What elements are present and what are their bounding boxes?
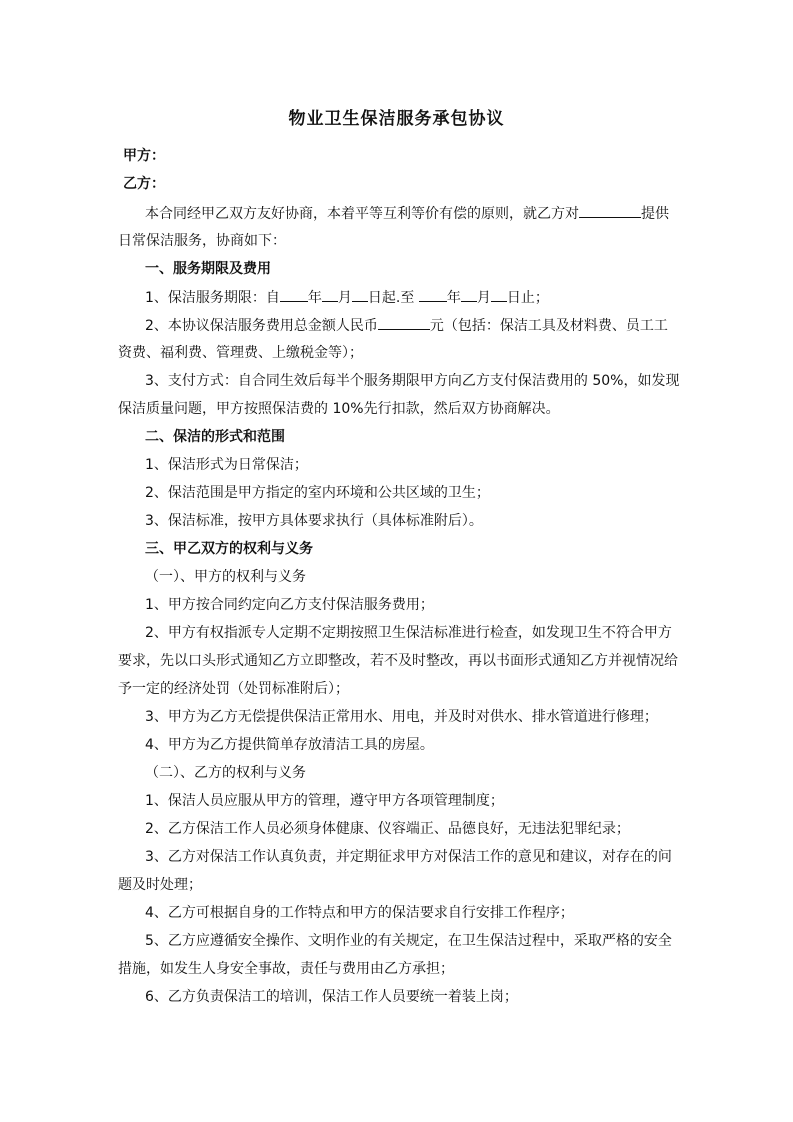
clause-1-3: 3、支付方式：自合同生效后每半个服务期限甲方向乙方支付保洁费用的 50%，如发现 — [145, 373, 680, 389]
intro-text: 本合同经甲乙双方友好协商，本着平等互利等价有偿的原则，就乙方对 — [145, 206, 579, 222]
clause-a-4: 4、甲方为乙方提供简单存放清洁工具的房屋。 — [145, 737, 434, 753]
intro-line-2: 日常保洁服务，协商如下： — [118, 233, 286, 249]
clause-1-1 — [145, 287, 549, 308]
clause-a-3: 3、甲方为乙方无偿提供保洁正常用水、用电，并及时对供水、排水管道进行修理； — [145, 709, 658, 725]
intro-line-1 — [145, 203, 669, 224]
section-3-heading: 三、甲乙双方的权利与义务 — [145, 541, 313, 557]
clause-text: 月 — [476, 290, 491, 306]
clause-b-4: 4、乙方可根据自身的工作特点和甲方的保洁要求自行安排工作程序； — [145, 905, 574, 921]
clause-text: 日止； — [506, 290, 549, 306]
clause-2-2: 2、保洁范围是甲方指定的室内环境和公共区域的卫生； — [145, 485, 490, 501]
clause-1-3-cont: 保洁质量问题，甲方按照保洁费的 10%先行扣款，然后双方协商解决。 — [118, 401, 560, 417]
clause-text: 年 — [446, 290, 461, 306]
clause-a-1: 1、甲方按合同约定向乙方支付保洁服务费用； — [145, 597, 434, 613]
clause-text: 1、保洁服务期限：自 — [145, 290, 280, 306]
clause-2-1: 1、保洁形式为日常保洁； — [145, 457, 308, 473]
clause-2-3: 3、保洁标准，按甲方具体要求执行（具体标准附后）。 — [145, 513, 483, 529]
blank-field — [352, 287, 368, 302]
clause-a-2: 2、甲方有权指派专人定期不定期按照卫生保洁标准进行检查，如发现卫生不符合甲方 — [145, 625, 672, 641]
section-1-heading: 一、服务期限及费用 — [145, 261, 271, 277]
clause-text: 年 — [307, 290, 322, 306]
clause-a-2-cont: 予一定的经济处罚（处罚标准附后）； — [118, 681, 349, 697]
clause-b-3: 3、乙方对保洁工作认真负责，并定期征求甲方对保洁工作的意见和建议，对存在的问 — [145, 849, 672, 865]
clause-b-3-cont: 题及时处理； — [118, 877, 202, 893]
clause-text: 日起.至 — [367, 290, 415, 306]
intro-text-end: 提供 — [641, 206, 669, 222]
party-b-label: 乙方： — [123, 176, 165, 192]
clause-b-1: 1、保洁人员应服从甲方的管理，遵守甲方各项管理制度； — [145, 793, 504, 809]
clause-b-6: 6、乙方负责保洁工的培训，保洁工作人员要统一着装上岗； — [145, 989, 518, 1005]
clause-b-5: 5、乙方应遵循安全操作、文明作业的有关规定，在卫生保洁过程中，采取严格的安全 — [145, 933, 672, 949]
blank-field — [280, 287, 308, 302]
clause-b-5-cont: 措施，如发生人身安全事故，责任与费用由乙方承担； — [118, 961, 454, 977]
subsection-party-a: （一）、甲方的权利与义务 — [145, 569, 306, 585]
blank-field — [491, 287, 507, 302]
blank-field — [378, 315, 430, 330]
clause-text: 元（包括：保洁工具及材料费、员工工 — [429, 318, 668, 334]
section-2-heading: 二、保洁的形式和范围 — [145, 429, 285, 445]
document-title: 物业卫生保洁服务承包协议 — [288, 109, 505, 129]
blank-field — [322, 287, 338, 302]
clause-text: 月 — [337, 290, 352, 306]
clause-1-2-cont: 资费、福利费、管理费、上缴税金等）； — [118, 345, 363, 361]
clause-b-2: 2、乙方保洁工作人员必须身体健康、仪容端正、品德良好，无违法犯罪纪录； — [145, 821, 630, 837]
subsection-party-b: （二）、乙方的权利与义务 — [145, 765, 306, 781]
blank-field — [579, 203, 641, 218]
blank-field — [461, 287, 477, 302]
clause-1-2 — [145, 315, 668, 336]
party-a-label: 甲方： — [123, 148, 165, 164]
clause-text: 2、本协议保洁服务费用总金额人民币 — [145, 318, 378, 334]
clause-a-2-cont: 要求，先以口头形式通知乙方立即整改，若不及时整改，再以书面形式通知乙方并视情况给 — [118, 653, 678, 669]
blank-field — [419, 287, 447, 302]
